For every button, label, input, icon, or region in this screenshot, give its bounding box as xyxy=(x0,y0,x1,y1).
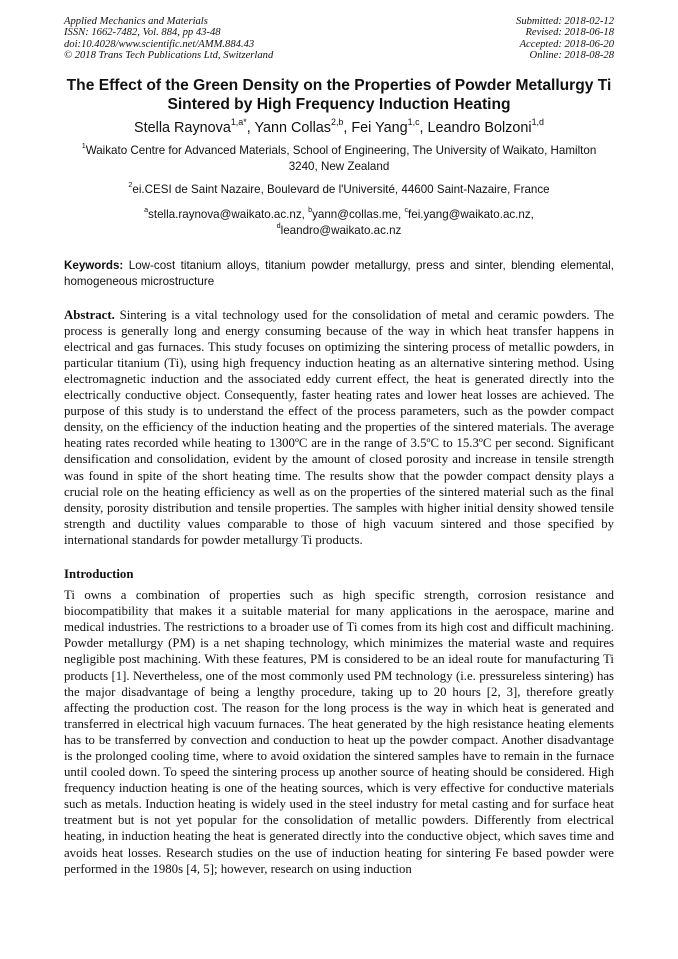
email-separator: , xyxy=(397,207,405,221)
online-date: Online: 2018-08-28 xyxy=(529,50,614,62)
affiliation-sup: 2 xyxy=(128,180,133,190)
author-sup: 1,c xyxy=(407,116,420,127)
email-link[interactable]: stella.raynova@waikato.ac.nz xyxy=(148,207,302,221)
submitted-date: Submitted: 2018-02-12 xyxy=(516,16,614,27)
author-separator: , xyxy=(343,119,352,136)
email-sup: d xyxy=(276,221,281,231)
section-heading-introduction: Introduction xyxy=(64,567,134,582)
journal-info xyxy=(64,16,273,62)
author-list xyxy=(64,118,614,138)
keywords-text: Low-cost titanium alloys, titanium powder metallurgy, press and sinter, blending elemental, homogeneous microstructure xyxy=(64,258,614,288)
abstract-block xyxy=(64,307,614,548)
email-sup: a xyxy=(144,205,149,215)
author-name: Fei Yang xyxy=(351,119,408,136)
keywords-label: Keywords: xyxy=(64,258,124,272)
email-link[interactable]: leandro@waikato.ac.nz xyxy=(280,223,402,237)
copyright-line: © 2018 Trans Tech Publications Ltd, Switzerland xyxy=(64,50,274,62)
issn-line: ISSN: 1662-7482, Vol. 884, pp 43-48 xyxy=(64,27,221,39)
affiliation-text: Waikato Centre for Advanced Materials, School of Engineering, The University of Waikato, Hamilton 3240, New Zealand xyxy=(85,143,597,173)
journal-header xyxy=(64,16,614,62)
email-sup: b xyxy=(308,205,313,215)
author-sup: 2,b xyxy=(330,116,344,127)
affiliation-1 xyxy=(64,143,614,175)
author-name: Yann Collas xyxy=(254,119,331,136)
author-sup: 1,a* xyxy=(230,116,247,127)
abstract-text: Sintering is a vital technology used for the consolidation of metal and ceramic powders. The process is generally long and energy consuming because of the way in which heat transfer happens in electrical and gas furnaces. This study focuses on optimizing the sintering process of metallic powders, in particular titanium (Ti), using high frequency induction heating as an alternative sintering method. Using electromagnetic induction and the associated eddy current effect, the heat is generated directly into the electrically conductive object. Consequently, faster heating rates and lower heat losses are achieved. The purpose of this study is to understand the effect of the process parameters, such as the powder compact density, on the efficiency of the induction heating and the properties of the sintered materials. The average heating rates recorded while heating to 1300ºC are in the range of 3.5ºC to 15.3ºC per second. Significant densification and consolidation, evident by the amount of closed porosity and increase in tensile strength was found in spite of the short heating time. The results show that the powder compact density plays a crucial role on the heating efficiency as well as on the properties of the sintered material such as the final density, porosity distribution and tensile properties. The samples with higher initial density showed tensile strength and ductility values comparable to those of high vacuum sintered and those specified by international standards for powder metallurgy Ti products. xyxy=(64,307,614,547)
accepted-date: Accepted: 2018-06-20 xyxy=(519,38,614,50)
author-separator: , xyxy=(419,119,428,136)
revised-date: Revised: 2018-06-18 xyxy=(525,27,614,39)
email-link[interactable]: fei.yang@waikato.ac.nz xyxy=(408,207,531,221)
author-name: Stella Raynova xyxy=(134,119,231,136)
affiliation-sup: 1 xyxy=(81,141,86,151)
author-name: Leandro Bolzoni xyxy=(427,119,532,136)
paper-title: The Effect of the Green Density on the Properties of Powder Metallurgy Ti Sintered by High Frequency Induction Heating xyxy=(66,76,612,113)
author-sup: 1,d xyxy=(531,116,544,127)
abstract-label: Abstract. xyxy=(64,307,115,322)
email-separator: , xyxy=(301,207,309,221)
publication-dates xyxy=(516,16,614,62)
affiliation-2 xyxy=(64,182,614,198)
email-list xyxy=(64,207,614,239)
email-link[interactable]: yann@collas.me xyxy=(312,207,398,221)
email-separator: , xyxy=(530,207,534,221)
doi-line: doi:10.4028/www.scientific.net/AMM.884.43 xyxy=(64,38,255,50)
email-sup: c xyxy=(404,205,409,215)
journal-name: Applied Mechanics and Materials xyxy=(64,16,208,27)
introduction-paragraph: Ti owns a combination of properties such as high specific strength, corrosion resistance and biocompatibility that makes it a suitable material for many applications in the aerospace, marine and medical industries. The restrictions to a broader use of Ti comes from its high cost and difficult machining. Powder metallurgy (PM) is a net shaping technology, which minimizes the material waste and requires negligible post machining. With these features, PM is considered to be an ideal route for manufacturing Ti products [1]. Nevertheless, one of the most commonly used PM technology (i.e. pressureless sintering) has the major disadvantage of being a lengthy procedure, taking up to 20 hours [2, 3], therefore greatly affecting the production cost. The reason for the long process is the way in which heat is generated and transferred in electrical high vacuum furnaces. The heat generated by the high resistance heating elements has to be transferred by convection and conduction to heat up the powder compact. Another disadvantage is the prolonged cooling time, where to avoid oxidation the sintered samples have to remain in the furnace until cooled down. To speed the sintering process up another source of heating should be considered. High frequency induction heating is one of the heating sources, which is very effective for conductive materials such as metals. Induction heating is widely used in the steel industry for metal casting and for surface heat treatment but is not yet popular for the consolidation of metallic powders. Differently from electrical heating, in induction heating the heat is generated directly into the conductive object, which saves time and avoids heat losses. Research studies on the use of induction heating for sintering Fe based powder were performed in the 1980s [4, 5]; however, research on using induction xyxy=(64,588,614,876)
affiliation-text: ei.CESI de Saint Nazaire, Boulevard de l'Université, 44600 Saint-Nazaire, France xyxy=(132,182,550,196)
keywords-block xyxy=(64,258,614,290)
author-separator: , xyxy=(246,119,255,136)
